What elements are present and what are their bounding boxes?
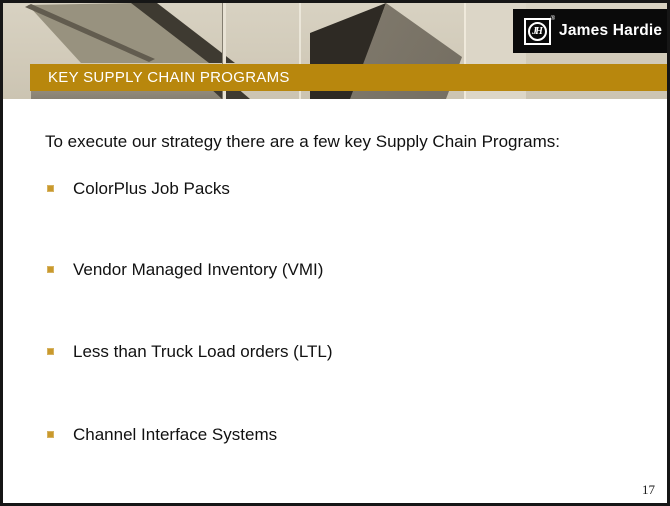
logo-monogram: JH	[532, 25, 541, 37]
title-bar	[30, 64, 667, 91]
bullet-square-icon	[47, 431, 54, 438]
slide-body	[3, 99, 667, 503]
slide-title: KEY SUPPLY CHAIN PROGRAMS	[48, 68, 290, 86]
bullet-text: Less than Truck Load orders (LTL)	[73, 342, 333, 361]
james-hardie-logo-icon	[524, 15, 555, 45]
brand-name: James Hardie	[559, 22, 663, 39]
bullet-square-icon	[47, 266, 54, 273]
list-item	[47, 179, 230, 199]
intro-text: To execute our strategy there are a few key Supply Chain Programs:	[45, 132, 560, 151]
logo-box	[513, 9, 667, 53]
bullet-text: Vendor Managed Inventory (VMI)	[73, 260, 324, 279]
list-item	[47, 425, 277, 445]
bullet-square-icon	[47, 348, 54, 355]
bullet-square-icon	[47, 185, 54, 192]
bullet-text: Channel Interface Systems	[73, 425, 278, 444]
logo-circle	[528, 22, 547, 41]
page-number: 17	[642, 482, 655, 497]
list-item	[47, 342, 333, 362]
bullet-list	[3, 99, 667, 503]
bullet-text: ColorPlus Job Packs	[73, 179, 230, 198]
registered-trademark-mark: ®	[550, 15, 555, 22]
list-item	[47, 260, 323, 280]
